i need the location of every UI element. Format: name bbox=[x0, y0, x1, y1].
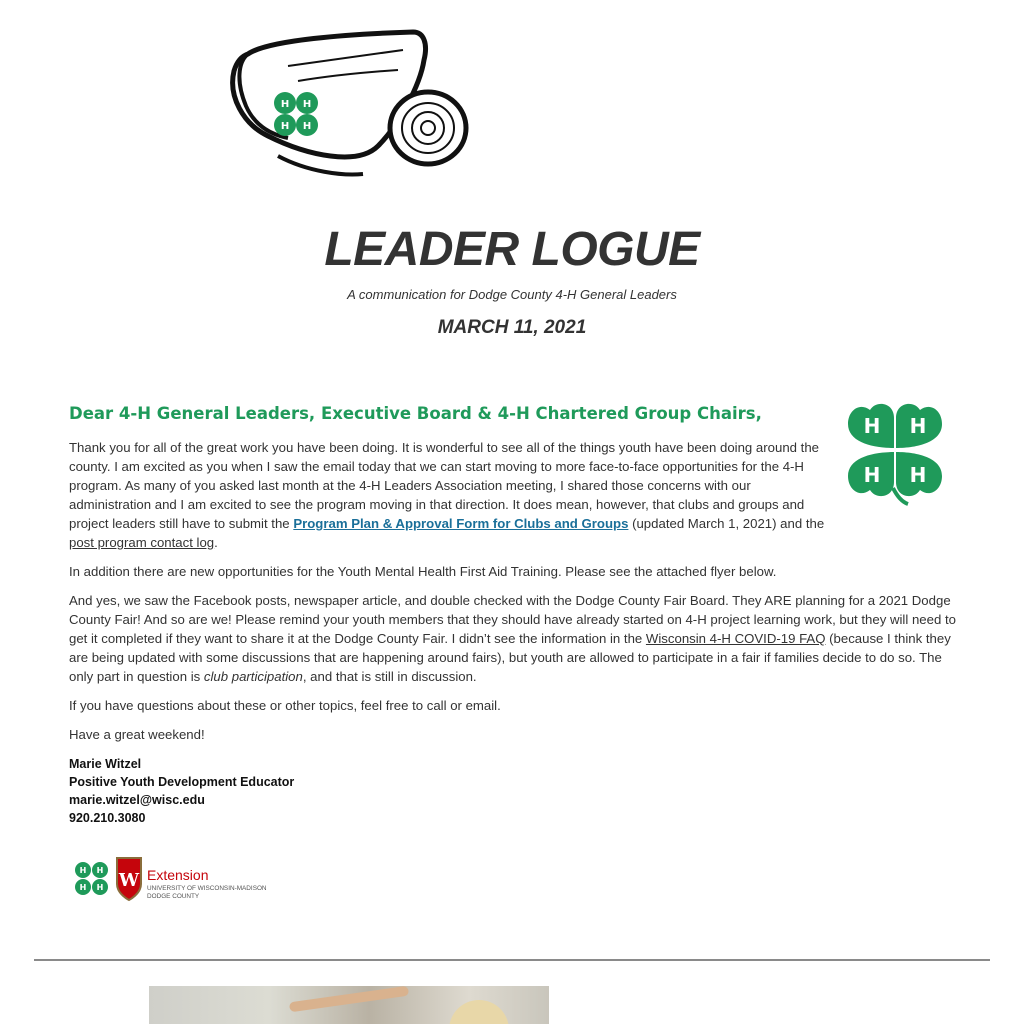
signature-block bbox=[69, 755, 294, 827]
svg-text:H: H bbox=[96, 866, 104, 875]
svg-text:DODGE COUNTY: DODGE COUNTY bbox=[147, 893, 200, 900]
svg-text:Extension: Extension bbox=[147, 867, 209, 883]
svg-text:H: H bbox=[280, 121, 290, 132]
letter-body bbox=[69, 438, 961, 754]
paragraph-4: If you have questions about these or other topics, feel free to call or email. bbox=[69, 698, 501, 713]
svg-text:H: H bbox=[79, 883, 87, 892]
newsletter-title: LEADER LOGUE bbox=[324, 223, 700, 276]
paragraph-5: Have a great weekend! bbox=[69, 727, 205, 742]
svg-text:H: H bbox=[863, 414, 881, 438]
uw-crest-icon bbox=[117, 858, 141, 900]
svg-text:H: H bbox=[302, 121, 312, 132]
signature-email: marie.witzel@wisc.edu bbox=[69, 793, 205, 807]
newsletter-subtitle: A communication for Dodge County 4-H General Leaders bbox=[347, 287, 677, 302]
paragraph-3: And yes, we saw the Facebook posts, newspaper article, and double checked with the Dodge County Fair Board. They ARE planning for a 2021 Dodge County Fair! And so are we! Please remind your youth members that they should have already started on 4-H project learning work, but they will need to get it completed if they want to share it at the Dodge County Fair. I didn’t see the information in the Wisconsin 4-H COVID-19 FAQ (because I think they are being updated with some discussions that are happening around fairs), but youth are allowed to participate in a fair if families decide to do so. The only part in question is club participation, and that is still in discussion. bbox=[69, 593, 956, 684]
section-divider bbox=[34, 959, 990, 961]
svg-text:H: H bbox=[909, 463, 927, 487]
paragraph-1: Thank you for all of the great work you have been doing. It is wonderful to see all of the things youth have been doing around the county. I am excited as you when I saw the email today that we can start moving to more face-to-face opportunities for the 4-H program. As many of you asked last month at the 4-H Leaders Association meeting, I shared those concerns with our administration and I am excited to see the program moving in that direction. It does mean, however, that clubs and groups and project leaders still have to submit the Program Plan & Approval Form for Clubs and Groups (updated March 1, 2021) and the post program contact log. bbox=[69, 440, 825, 550]
svg-text:H: H bbox=[909, 414, 927, 438]
svg-text:H: H bbox=[96, 883, 104, 892]
svg-text:H: H bbox=[302, 99, 312, 110]
signature-name: Marie Witzel bbox=[69, 757, 142, 771]
svg-text:W: W bbox=[118, 870, 140, 891]
leader-logue-logo bbox=[228, 26, 473, 182]
covid-faq-link[interactable]: Wisconsin 4-H COVID-19 FAQ bbox=[645, 631, 826, 646]
logs-icon bbox=[228, 26, 473, 182]
svg-text:UNIVERSITY OF WISCONSIN-MADISO: UNIVERSITY OF WISCONSIN-MADISON bbox=[147, 885, 267, 892]
svg-text:H: H bbox=[79, 866, 87, 875]
signature-phone: 920.210.3080 bbox=[69, 811, 146, 825]
flyer-photo bbox=[149, 986, 549, 1024]
post-program-contact-log-link[interactable]: post program contact log bbox=[69, 535, 215, 550]
extension-logo bbox=[73, 854, 273, 906]
svg-text:H: H bbox=[863, 463, 881, 487]
signature-role: Positive Youth Development Educator bbox=[69, 775, 295, 789]
svg-text:H: H bbox=[280, 99, 290, 110]
letter-greeting: Dear 4-H General Leaders, Executive Board & 4-H Chartered Group Chairs, bbox=[69, 404, 762, 423]
program-plan-form-link[interactable]: Program Plan & Approval Form for Clubs and Groups bbox=[293, 516, 629, 531]
newsletter-date: MARCH 11, 2021 bbox=[437, 317, 587, 338]
paragraph-2: In addition there are new opportunities for the Youth Mental Health First Aid Training. Please see the attached flyer below. bbox=[69, 564, 777, 579]
